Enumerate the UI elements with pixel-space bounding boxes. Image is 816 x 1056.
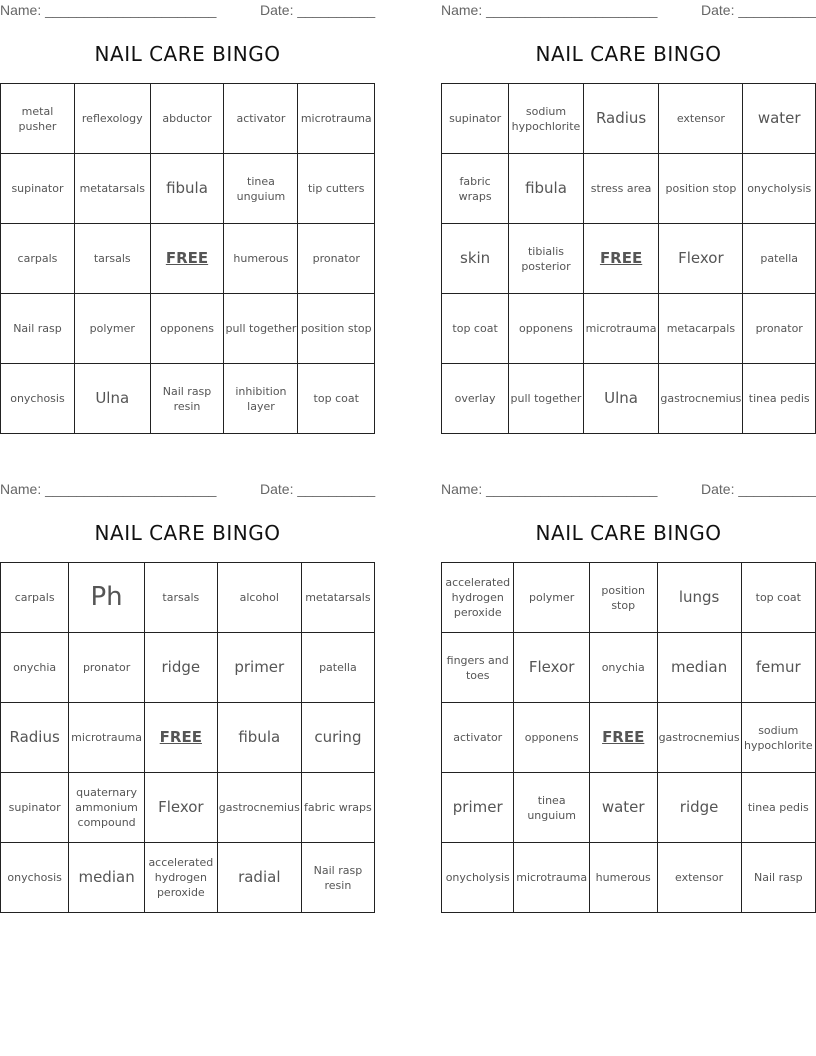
bingo-cell[interactable]: pull together [509, 364, 584, 434]
bingo-cell[interactable]: onychosis [1, 843, 69, 913]
bingo-cell[interactable]: carpals [1, 563, 69, 633]
bingo-cell[interactable]: opponens [509, 294, 584, 364]
card-header [441, 479, 816, 499]
name-field[interactable]: Name: ______________________ [0, 2, 217, 18]
bingo-row [1, 773, 375, 843]
bingo-grid [0, 83, 375, 434]
bingo-cell[interactable]: top coat [442, 294, 509, 364]
card-title: NAIL CARE BINGO [535, 42, 722, 66]
bingo-cell[interactable]: gastrocnemius [657, 703, 741, 773]
bingo-cell[interactable]: onychia [589, 633, 657, 703]
bingo-cell[interactable]: microtrauma [583, 294, 659, 364]
bingo-row [1, 294, 375, 364]
bingo-cell[interactable]: fibula [509, 154, 584, 224]
bingo-cell[interactable]: accelerated hydrogen peroxide [144, 843, 217, 913]
bingo-cell[interactable]: position stop [298, 294, 375, 364]
bingo-cell[interactable]: Radius [1, 703, 69, 773]
bingo-cell[interactable]: femur [741, 633, 815, 703]
name-field[interactable]: Name: ______________________ [441, 481, 658, 497]
bingo-cell[interactable]: water [743, 84, 816, 154]
bingo-cell[interactable]: activator [224, 84, 298, 154]
bingo-cell[interactable]: polymer [514, 563, 589, 633]
bingo-cell[interactable]: inhibition layer [224, 364, 298, 434]
bingo-cell[interactable]: alcohol [217, 563, 301, 633]
bingo-cell[interactable]: accelerated hydrogen peroxide [442, 563, 514, 633]
bingo-cell[interactable]: tip cutters [298, 154, 375, 224]
bingo-cell[interactable]: microtrauma [298, 84, 375, 154]
bingo-grid [441, 83, 816, 434]
card-title: NAIL CARE BINGO [94, 521, 281, 545]
bingo-row [1, 84, 375, 154]
bingo-cell[interactable]: position stop [659, 154, 743, 224]
bingo-cell[interactable]: abductor [150, 84, 224, 154]
bingo-cell[interactable]: position stop [589, 563, 657, 633]
bingo-cell[interactable]: pronator [743, 294, 816, 364]
bingo-cell[interactable]: tibialis posterior [509, 224, 584, 294]
bingo-cell[interactable]: onychosis [1, 364, 75, 434]
bingo-cell[interactable]: Nail rasp [1, 294, 75, 364]
bingo-cell[interactable]: Flexor [514, 633, 589, 703]
bingo-row [442, 154, 816, 224]
date-field[interactable]: Date: __________ [701, 2, 816, 18]
bingo-cell[interactable]: primer [217, 633, 301, 703]
bingo-cell[interactable]: sodium hypochlorite [741, 703, 815, 773]
bingo-cell[interactable]: metacarpals [659, 294, 743, 364]
bingo-cell[interactable]: lungs [657, 563, 741, 633]
bingo-cell[interactable]: quaternary ammonium compound [69, 773, 145, 843]
bingo-cell[interactable]: sodium hypochlorite [509, 84, 584, 154]
bingo-cell[interactable]: pronator [69, 633, 145, 703]
card-header [0, 479, 375, 499]
card-header [0, 0, 375, 20]
bingo-row [1, 843, 375, 913]
bingo-cell[interactable]: Flexor [144, 773, 217, 843]
bingo-cell[interactable]: skin [442, 224, 509, 294]
bingo-cell[interactable]: microtrauma [514, 843, 589, 913]
bingo-cell[interactable]: tarsals [74, 224, 150, 294]
date-field[interactable]: Date: __________ [260, 2, 376, 18]
bingo-cell[interactable]: humerous [589, 843, 657, 913]
bingo-cell[interactable]: patella [301, 633, 374, 703]
date-field[interactable]: Date: __________ [260, 481, 376, 497]
bingo-cell[interactable]: Flexor [659, 224, 743, 294]
bingo-row [1, 703, 375, 773]
bingo-cell[interactable]: tinea pedis [743, 364, 816, 434]
free-space-cell[interactable]: FREE [144, 703, 217, 773]
bingo-cell[interactable]: tinea unguium [514, 773, 589, 843]
bingo-cell[interactable]: water [589, 773, 657, 843]
bingo-cell[interactable]: primer [442, 773, 514, 843]
bingo-cell[interactable]: microtrauma [69, 703, 145, 773]
bingo-row [442, 84, 816, 154]
bingo-cell[interactable]: ridge [144, 633, 217, 703]
bingo-cell[interactable]: onycholysis [743, 154, 816, 224]
bingo-cell[interactable]: tinea pedis [741, 773, 815, 843]
bingo-cell[interactable]: reflexology [74, 84, 150, 154]
bingo-cell[interactable]: patella [743, 224, 816, 294]
bingo-cell[interactable]: humerous [224, 224, 298, 294]
date-field[interactable]: Date: __________ [701, 481, 816, 497]
bingo-row [442, 364, 816, 434]
bingo-row [442, 224, 816, 294]
bingo-cell[interactable]: metatarsals [301, 563, 374, 633]
free-space-cell[interactable]: FREE [150, 224, 224, 294]
bingo-cell[interactable]: tarsals [144, 563, 217, 633]
bingo-cell[interactable]: polymer [74, 294, 150, 364]
card-header [441, 0, 816, 20]
bingo-cell[interactable]: Radius [583, 84, 659, 154]
bingo-cell[interactable]: fingers and toes [442, 633, 514, 703]
bingo-row [442, 563, 816, 633]
bingo-grid [441, 562, 816, 913]
bingo-cell[interactable]: extensor [659, 84, 743, 154]
bingo-row [442, 703, 816, 773]
bingo-cell[interactable]: supinator [1, 154, 75, 224]
card-title: NAIL CARE BINGO [94, 42, 281, 66]
bingo-cell[interactable]: Nail rasp [741, 843, 815, 913]
bingo-row [442, 843, 816, 913]
bingo-cell[interactable]: gastrocnemius [217, 773, 301, 843]
bingo-cell[interactable]: radial [217, 843, 301, 913]
bingo-cell[interactable]: carpals [1, 224, 75, 294]
bingo-cell[interactable]: Ph [69, 563, 145, 633]
card-title: NAIL CARE BINGO [535, 521, 722, 545]
bingo-cell[interactable]: fabric wraps [301, 773, 374, 843]
bingo-row [442, 773, 816, 843]
bingo-row [442, 294, 816, 364]
bingo-cell[interactable]: pull together [224, 294, 298, 364]
bingo-cell[interactable]: ridge [657, 773, 741, 843]
bingo-cell[interactable]: metal pusher [1, 84, 75, 154]
bingo-row [1, 364, 375, 434]
bingo-cell[interactable]: supinator [442, 84, 509, 154]
free-space-cell[interactable]: FREE [583, 224, 659, 294]
bingo-cell[interactable]: gastrocnemius [659, 364, 743, 434]
bingo-cell[interactable]: onychia [1, 633, 69, 703]
bingo-row [442, 633, 816, 703]
bingo-cell[interactable]: Nail rasp resin [150, 364, 224, 434]
bingo-cell[interactable]: stress area [583, 154, 659, 224]
bingo-cell[interactable]: supinator [1, 773, 69, 843]
bingo-cell[interactable]: overlay [442, 364, 509, 434]
bingo-cell[interactable]: fibula [217, 703, 301, 773]
bingo-cell[interactable]: top coat [741, 563, 815, 633]
bingo-cell[interactable]: top coat [298, 364, 375, 434]
free-space-cell[interactable]: FREE [589, 703, 657, 773]
name-field[interactable]: Name: ______________________ [441, 2, 658, 18]
bingo-cell[interactable]: opponens [514, 703, 589, 773]
bingo-row [1, 154, 375, 224]
bingo-cell[interactable]: extensor [657, 843, 741, 913]
bingo-cell[interactable]: metatarsals [74, 154, 150, 224]
bingo-cell[interactable]: fibula [150, 154, 224, 224]
bingo-cell[interactable]: median [69, 843, 145, 913]
bingo-row [1, 224, 375, 294]
bingo-cell[interactable]: opponens [150, 294, 224, 364]
bingo-cell[interactable]: tinea unguium [224, 154, 298, 224]
bingo-row [1, 633, 375, 703]
bingo-cell[interactable]: curing [301, 703, 374, 773]
bingo-cell[interactable]: Ulna [74, 364, 150, 434]
bingo-cell[interactable]: Nail rasp resin [301, 843, 374, 913]
bingo-cell[interactable]: fabric wraps [442, 154, 509, 224]
bingo-row [1, 563, 375, 633]
bingo-cell[interactable]: activator [442, 703, 514, 773]
name-field[interactable]: Name: ______________________ [0, 481, 217, 497]
bingo-cell[interactable]: pronator [298, 224, 375, 294]
bingo-grid [0, 562, 375, 913]
bingo-cell[interactable]: onycholysis [442, 843, 514, 913]
bingo-cell[interactable]: median [657, 633, 741, 703]
bingo-cell[interactable]: Ulna [583, 364, 659, 434]
